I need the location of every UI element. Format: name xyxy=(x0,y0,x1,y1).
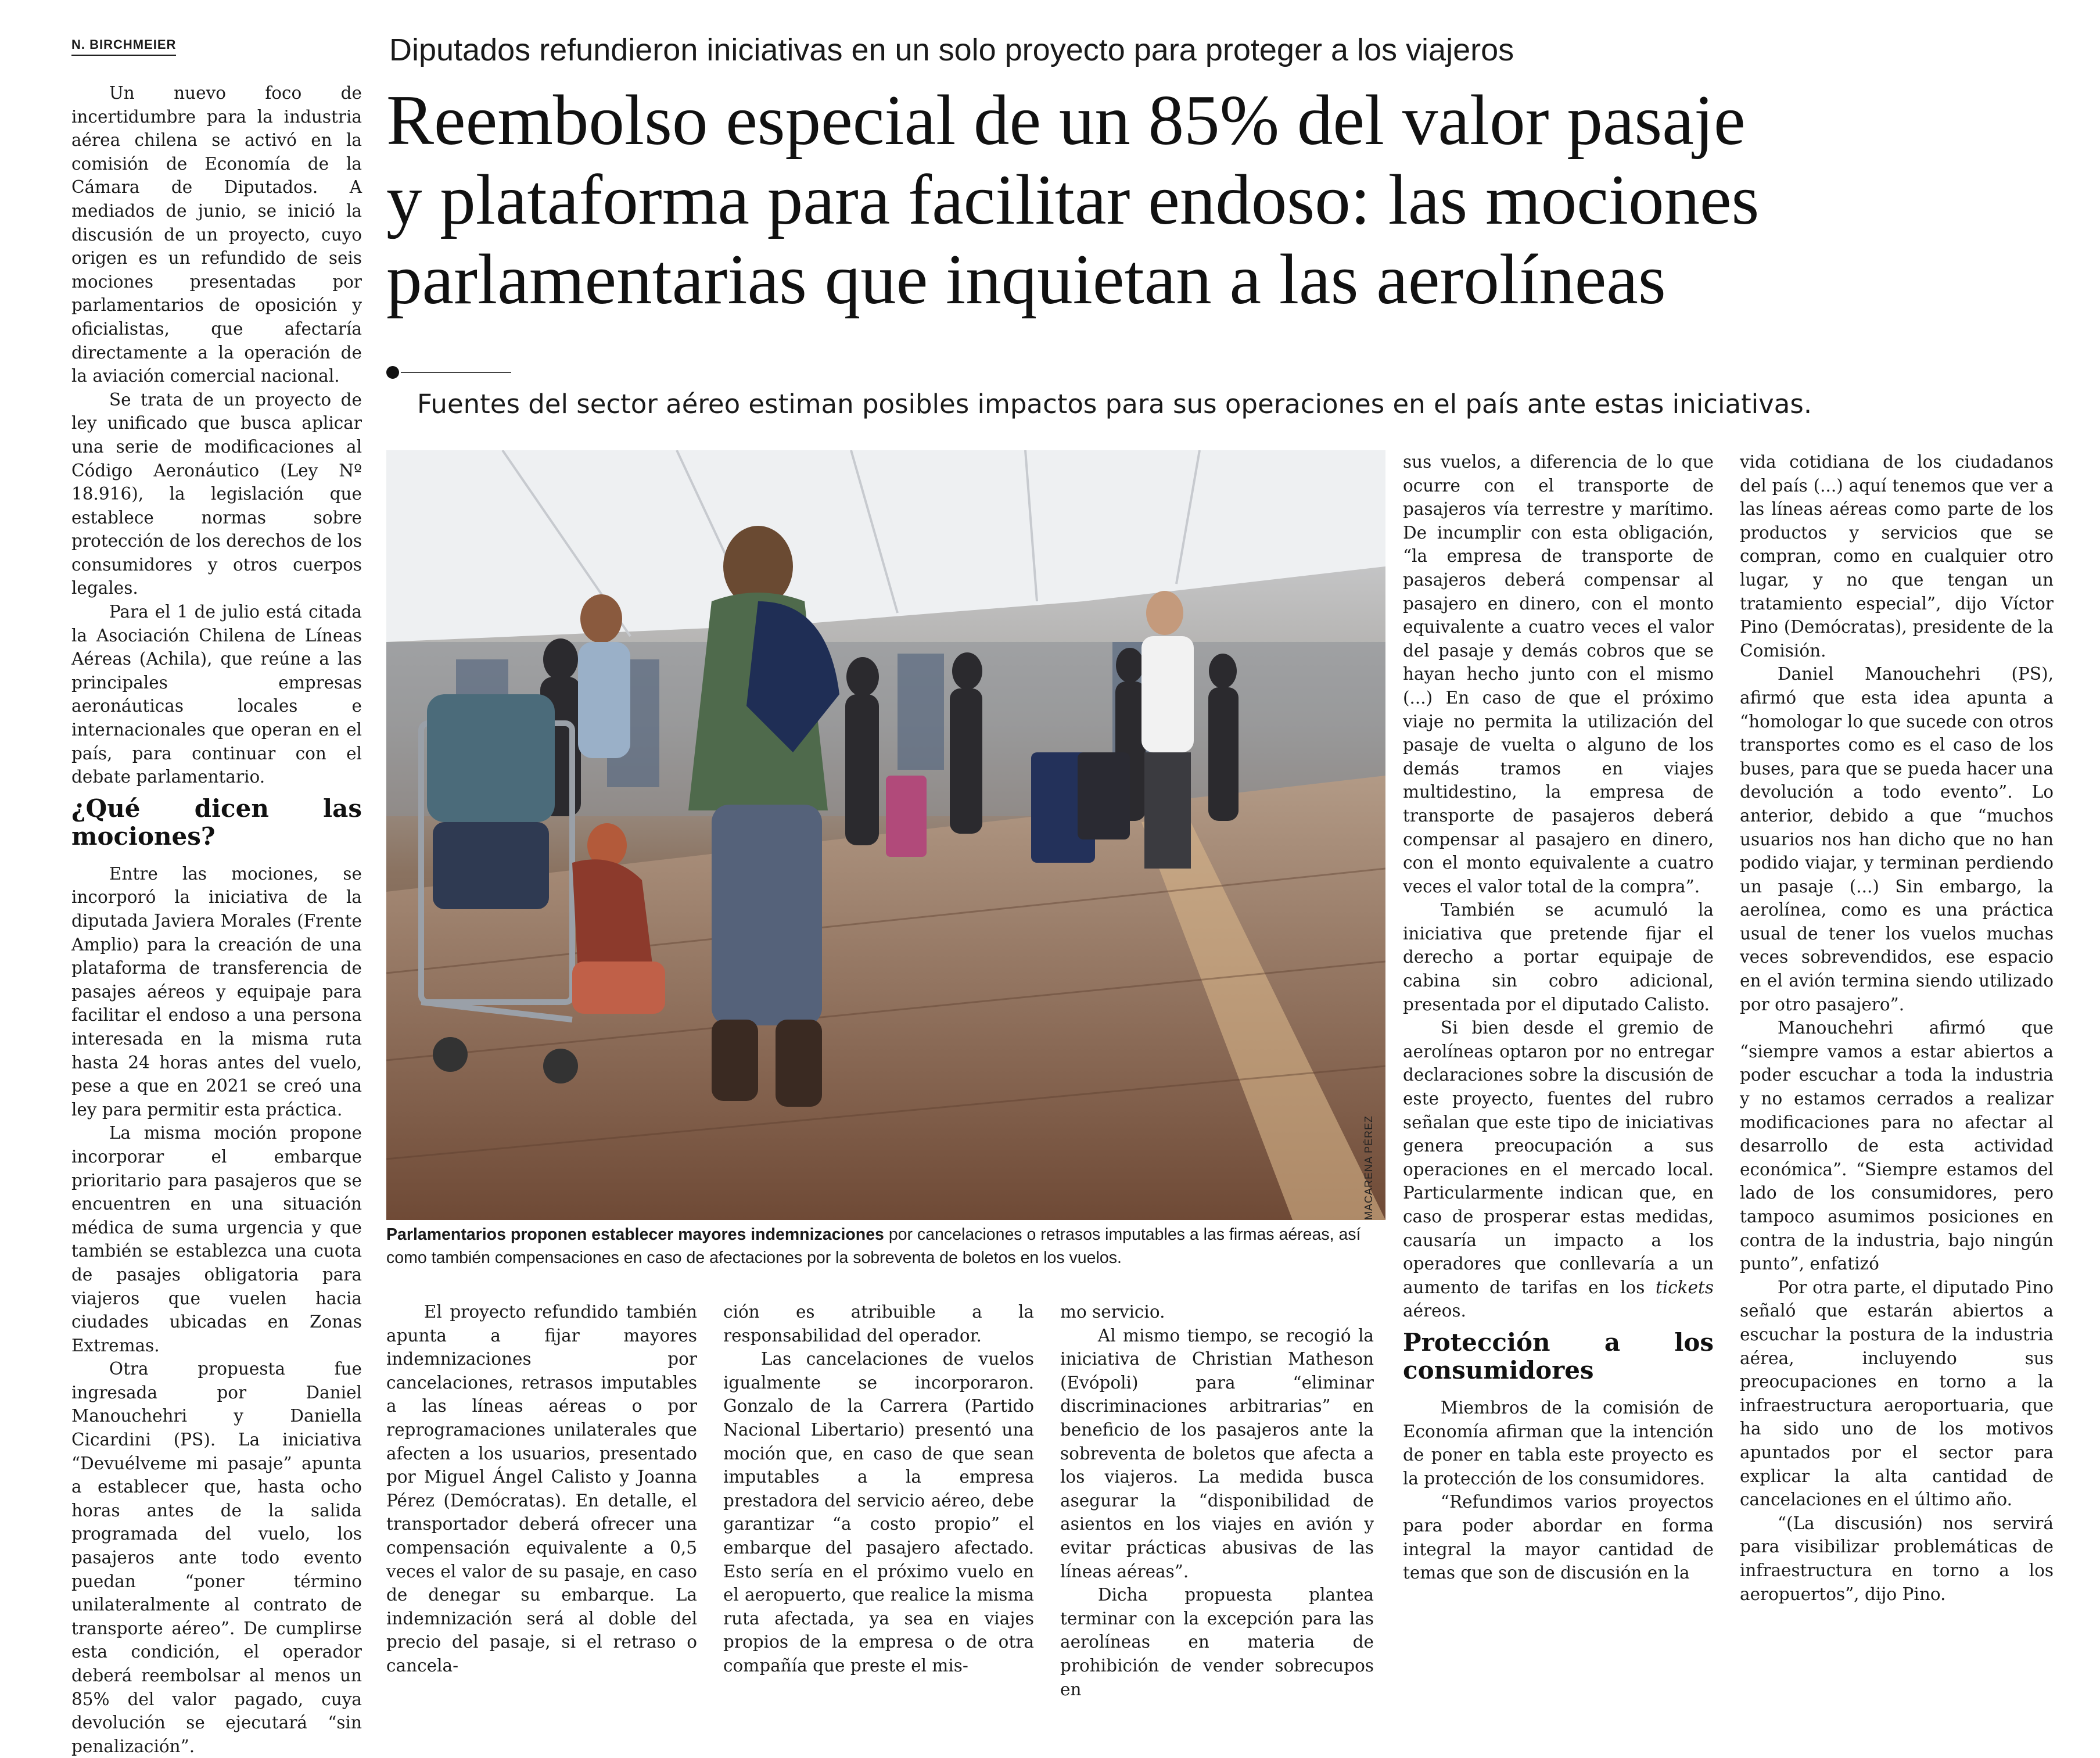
paragraph: Para el 1 de julio está citada la Asociación Chilena de Líneas Aéreas (Achila), que reúne a las principales empresas aeronáuticas locales e internacionales que operan en el país, para continuar con el debate parlamentario. xyxy=(71,602,362,787)
caption-text: por cancelaciones o retrasos imputables a las firmas aéreas, así como también compensaciones en caso de afectaciones por la sobreventa de boletos en los vuelos. xyxy=(386,1225,1361,1267)
paragraph: Entre las mociones, se incorporó la iniciativa de la diputada Javiera Morales (Frente Amplio) para la creación de una plataforma de transferencia de pasajes aéreos y equipaje para facilitar el endoso a una persona interesada en la misma ruta hasta 24 horas antes del vuelo, pese a que en 2021 se creó una ley para permitir esta práctica. xyxy=(71,863,362,1120)
paragraph: Daniel Manouchehri (PS), afirmó que esta idea apunta a “homologar lo que sucede con otros transportes como es el caso de los buses, para que se pueda hacer una devolución a todo evento”. Lo anterior, debido a que “muchos usuarios nos han dicho que no han podido viajar, y terminan perdiendo un pasaje (...) Sin embargo, la aerolínea, como es una práctica usual de tener los vuelos muchas veces sobrevendidos, ese espacio en el avión termina siendo utilizado por otro pasajero”. xyxy=(1740,664,2054,1014)
column-5 xyxy=(1403,450,1714,1585)
paragraph: Miembros de la comisión de Economía afirman que la intención de poner en tabla este proyecto es la protección de los consumidores. xyxy=(1403,1397,1714,1488)
byline: N. BIRCHMEIER xyxy=(71,37,176,56)
paragraph: También se acumuló la iniciativa que pretende fijar el derecho a portar equipaje de cabina sin cobro adicional, presentada por el diputado Calisto. xyxy=(1403,900,1714,1014)
column-1 xyxy=(71,81,362,1758)
paragraph: Un nuevo foco de incertidumbre para la industria aérea chilena se activó en la comisión de Economía de la Cámara de Diputados. A mediados de junio, se inició la discusión de un proyecto, cuyo origen es un refundido de seis mociones presentadas por parlamentarios de oposición y oficialistas, que afectaría directamente a la operación de la aviación comercial nacional. xyxy=(71,83,362,386)
headline-line-2: y plataforma para facilitar endoso: las mociones xyxy=(386,160,1760,239)
column-3 xyxy=(723,1300,1034,1678)
paragraph: La misma moción propone incorporar el embarque prioritario para pasajeros que se encuentren en una situación médica de suma urgencia y que también se establezca una cuota de pasajes obligatoria para viajeros que vuelen hacia ciudades ubicadas en Zonas Extremas. xyxy=(71,1123,362,1355)
paragraph: Las cancelaciones de vuelos igualmente se incorporaron. Gonzalo de la Carrera (Partido Nacional Libertario) presentó una moción que, en caso de que sean imputables a la empresa prestadora del servicio aéreo, debe garantizar “a costo propio” el embarque del pasajero afectado. Esto sería en el próximo vuelo en el aeropuerto, que realice la misma ruta afectada, ya sea en viajes propios de la empresa o de otra compañía que preste el mis- xyxy=(723,1349,1034,1676)
paragraph: El proyecto refundido también apunta a fijar mayores indemnizaciones por cancelaciones, retrasos imputables a las líneas aéreas o por reprogramaciones unilaterales que afecten a los usuarios, presentado por Miguel Ángel Calisto y Joanna Pérez (Demócratas). En detalle, el transportador deberá ofrecer una compensación equivalente a 0,5 veces el valor de su pasaje, en caso de denegar su embarque. La indemnización será al doble del precio del pasaje, si el retraso o cancela- xyxy=(386,1302,697,1676)
paragraph: ción es atribuible a la responsabilidad del operador. xyxy=(723,1302,1034,1346)
column-2 xyxy=(386,1300,697,1678)
paragraph: Al mismo tiempo, se recogió la iniciativa de Christian Matheson (Evópoli) para “eliminar discriminaciones arbitrarias” en beneficio de los pasajeros ante la sobreventa de boletos que afecta a los viajeros. La medida busca asegurar la “disponibilidad de asientos en los viajes en avión y evitar prácticas abusivas de las líneas aéreas”. xyxy=(1060,1325,1374,1581)
text-run: aéreos. xyxy=(1403,1301,1466,1321)
paragraph: Dicha propuesta plantea terminar con la excepción para las aerolíneas en materia de prohibición de vender sobrecupos en xyxy=(1060,1585,1374,1699)
paragraph xyxy=(1403,1016,1714,1323)
column-4 xyxy=(1060,1300,1374,1701)
paragraph: Se trata de un proyecto de ley unificado que busca aplicar una serie de modificaciones al Código Aeronáutico (Ley Nº 18.916), la legislación que establece normas sobre protección de los derechos de los consumidores y otros cuerpos legales. xyxy=(71,389,362,598)
headline-line-3: parlamentarias que inquietan a las aerolíneas xyxy=(386,239,1666,319)
headline-rule xyxy=(401,372,511,373)
kicker: Diputados refundieron iniciativas en un solo proyecto para proteger a los viajeros xyxy=(389,33,1514,67)
paragraph: “(La discusión) nos servirá para visibilizar problemáticas de infraestructura en torno a los aeropuertos”, dijo Pino. xyxy=(1740,1513,2054,1604)
paragraph: Otra propuesta fue ingresada por Daniel Manouchehri y Daniella Cicardini (PS). La iniciativa “Devuélveme mi pasaje” apunta a establecer que, hasta ocho horas antes de la salida programada del vuelo, los pasajeros ante todo evento puedan “poner término unilateralmente al contrato de transporte aéreo”. De cumplirse esta condición, el operador deberá reembolsar al menos un 85% del valor pagado, cuya devolución se ejecutará “sin penalización”. xyxy=(71,1359,362,1756)
italic-word: tickets xyxy=(1655,1277,1714,1297)
paragraph: “Refundimos varios proyectos para poder abordar en forma integral la mayor cantidad de temas que son de discusión en la xyxy=(1403,1492,1714,1583)
headline-line-1: Reembolso especial de un 85% del valor pasaje xyxy=(386,80,1746,160)
paragraph: sus vuelos, a diferencia de lo que ocurre con el transporte de pasajeros vía terrestre y marítimo. De incumplir con esta obligación, “la empresa de transporte de pasajeros deberá compensar al pasajero en dinero, con el monto equivalente a cuatro veces el valor del pasaje y demás cobros que se hayan hecho junto con el mismo (...) En caso de que el próximo viaje no permita la utilización del pasaje de vuelta o alguno de los demás tramos en viajes multidestino, la empresa de transporte de pasajeros deberá compensar al pasajero en dinero, con el monto equivalente a cuatro veces el valor total de la compra”. xyxy=(1403,452,1714,896)
photo-caption xyxy=(386,1223,1385,1269)
bullet-dot xyxy=(386,366,399,379)
text-run: Si bien desde el gremio de aerolíneas optaron por no entregar declaraciones sobre la discusión de este proyecto, fuentes del rubro señalan que este tipo de iniciativas genera preocupación a sus operaciones en el mercado local. Particularmente indican que, en caso de prosperar estas medidas, causaría un impacto a los operadores que conllevaría a un aumento de tarifas en los xyxy=(1403,1018,1714,1297)
caption-bold: Parlamentarios proponen establecer mayores indemnizaciones xyxy=(386,1225,884,1244)
paragraph: Manouchehri afirmó que “siempre vamos a estar abiertos a poder escuchar a toda la industria y no estamos cerrados a realizar modificaciones para no afectar al desarrollo de esta actividad económica”. “Siempre estamos del lado de los consumidores, pero tampoco asumimos posiciones en contra de la industria, bajo ningún punto”, enfatizó xyxy=(1740,1018,2054,1274)
paragraph: mo servicio. xyxy=(1060,1302,1165,1322)
airport-photo xyxy=(386,450,1385,1220)
section-heading: ¿Qué dicen las mociones? xyxy=(71,794,362,851)
paragraph: vida cotidiana de los ciudadanos del país (...) aquí tenemos que ver a las líneas aéreas como parte de los productos y servicios que se compran, como en cualquier otro lugar, y no que tengan un tratamiento especial”, dijo Víctor Pino (Demócratas), presidente de la Comisión. xyxy=(1740,452,2054,661)
column-6 xyxy=(1740,450,2054,1606)
section-heading: Protección a los consumidores xyxy=(1403,1328,1714,1384)
headline xyxy=(386,80,2054,319)
paragraph: Por otra parte, el diputado Pino señaló que estarán abiertos a escuchar la postura de la industria aérea, incluyendo sus preocupaciones en torno a la infraestructura aeroportuaria, que ha sido uno de los motivos apuntados por el sector para explicar la alta cantidad de cancelaciones en el último año. xyxy=(1740,1277,2054,1510)
subhead: Fuentes del sector aéreo estiman posibles impactos para sus operaciones en el país ante estas iniciativas. xyxy=(417,389,1812,419)
photo-credit: MACARENA PÉREZ xyxy=(1363,1115,1374,1220)
